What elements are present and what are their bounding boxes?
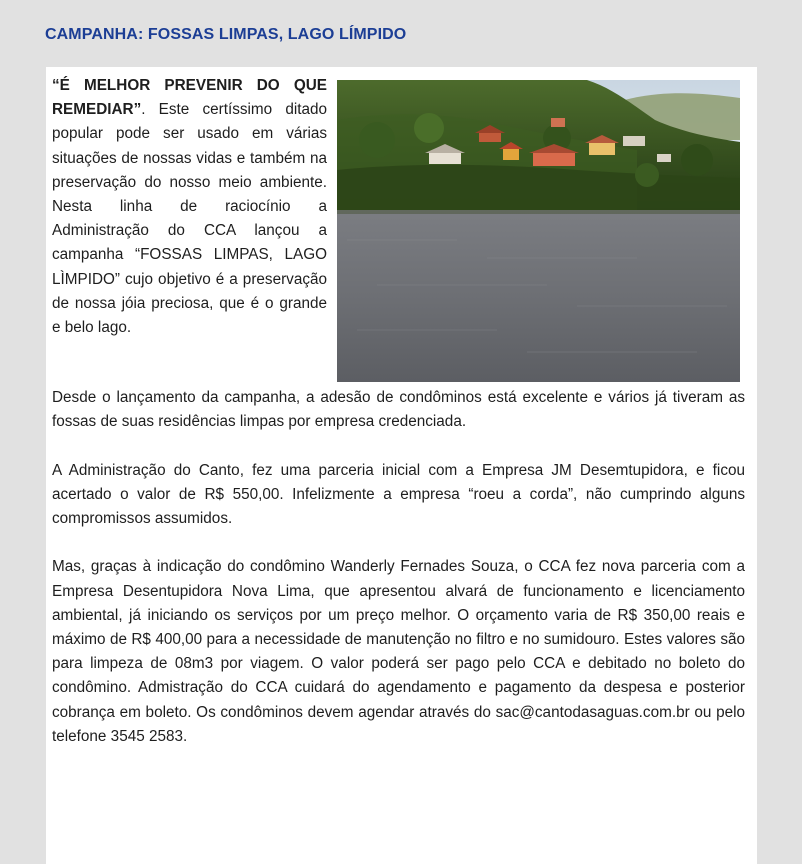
lead-text: . Este certíssimo ditado popular pode ser usado em várias situações de nossas vidas e também na preservação do nosso meio ambiente. Nesta linha de raciocínio a Administração do CCA lançou a campanha “FOSSAS LIMPAS, LAGO LÌMPIDO” cujo objetivo é a preservação de nossa jóia preciosa, que é o grande e belo lago. [52, 101, 327, 337]
content-panel [46, 67, 757, 864]
article-body [52, 74, 745, 773]
body-paragraph: Desde o lançamento da campanha, a adesão de condôminos está excelente e vários já tiveram as fossas de suas residências limpas por empresa credenciada. [52, 389, 745, 431]
lead-quote: “É MELHOR PREVENIR DO QUE REMEDIAR” [52, 77, 327, 119]
page-title: CAMPANHA: FOSSAS LIMPAS, LAGO LÍMPIDO [45, 26, 407, 43]
lake-photo [337, 80, 740, 382]
body-paragraph: A Administração do Canto, fez uma parceria inicial com a Empresa JM Desemtupidora, e ficou acertado o valor de R$ 550,00. Infelizmente a empresa “roeu a corda”, não cumprindo alguns compromissos assumidos. [52, 461, 745, 527]
body-paragraph: Mas, graças à indicação do condômino Wanderly Fernades Souza, o CCA fez nova parceria com a Empresa Desentupidora Nova Lima, que apresentou alvará de funcionamento e licenciamento ambiental, já iniciando os serviços por um preço melhor. O orçamento varia de R$ 350,00 reais e máximo de R$ 400,00 para a necessidade de manutenção no filtro e no sumidouro. Estes valores são para limpeza de 08m3 por viagem. O valor poderá ser pago pelo CCA e debitado no boleto do condômino. Admistração do CCA cuidará do agendamento e pagamento da despesa e posterior cobrança em boleto. Os condôminos devem agendar através do sac@cantodasaguas.com.br ou pelo telefone 3545 2583. [52, 558, 745, 745]
